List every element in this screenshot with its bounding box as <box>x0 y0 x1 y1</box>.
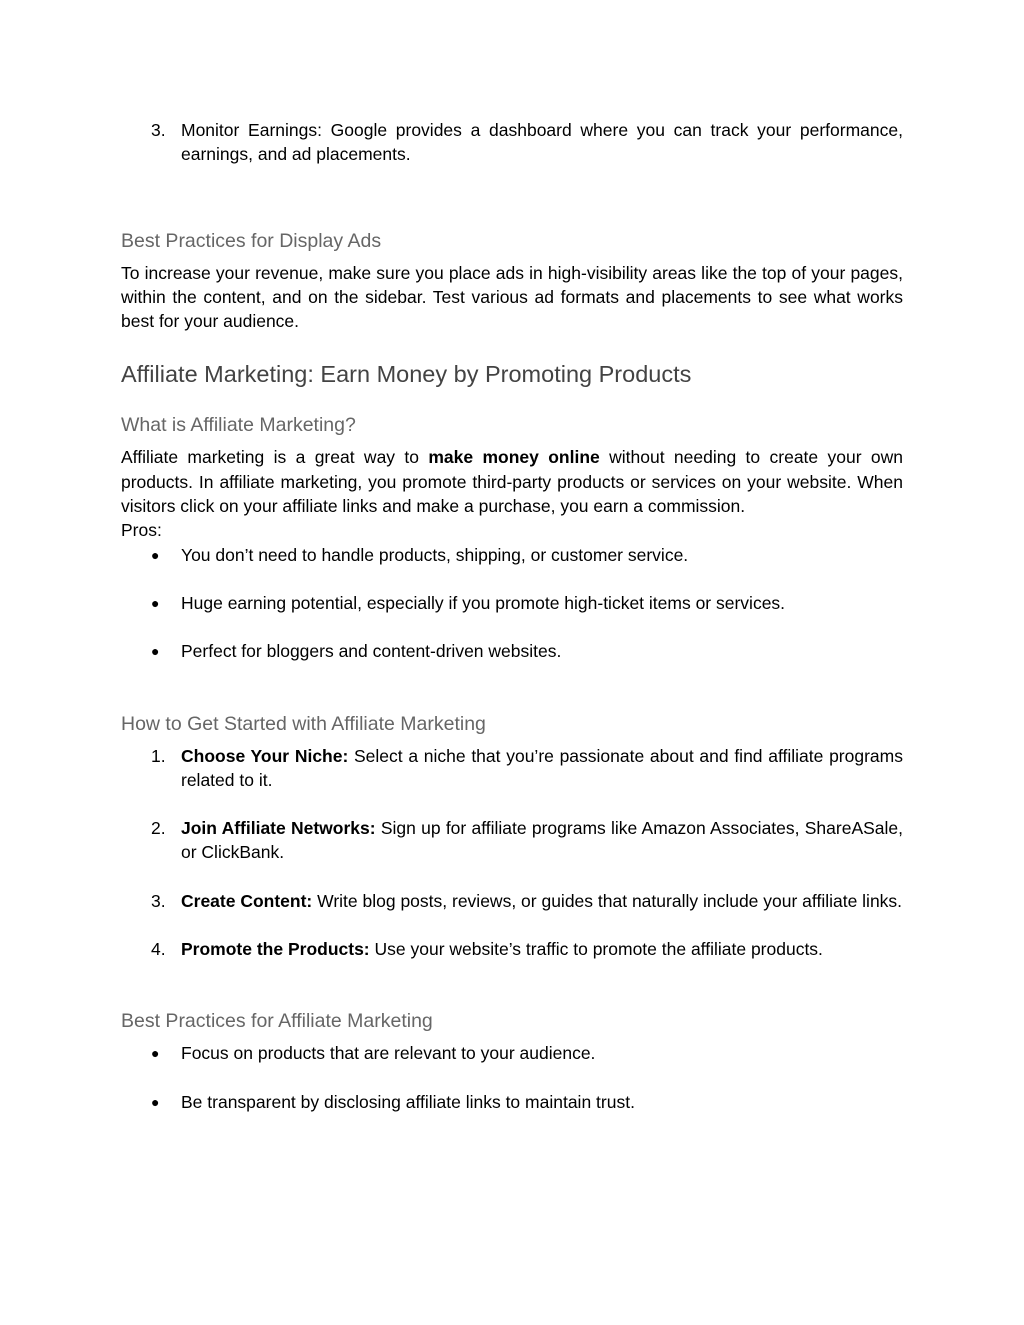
paragraph-affiliate-definition <box>121 445 903 518</box>
bullet-marker: ● <box>151 1093 160 1110</box>
list-item-step <box>121 937 903 961</box>
step-text: Use your website’s traffic to promote the affiliate products. <box>369 939 823 960</box>
list-item-pro <box>121 543 903 567</box>
list-item-best-practice <box>121 1041 903 1065</box>
list-marker: 3. <box>151 120 166 140</box>
heading-affiliate-marketing: Affiliate Marketing: Earn Money by Promoting Products <box>121 361 692 388</box>
bullet-marker: ● <box>151 546 160 563</box>
list-item-step <box>121 816 903 865</box>
heading-display-ads-best-practices: Best Practices for Display Ads <box>121 229 382 252</box>
step-text: Select a niche that you’re passionate about and find affiliate programs related to it. <box>181 745 903 790</box>
list-item-step <box>121 744 903 793</box>
bullet-marker: ● <box>151 1045 160 1062</box>
heading-what-is-affiliate: What is Affiliate Marketing? <box>121 414 356 437</box>
list-marker: 4. <box>151 939 166 960</box>
list-item-best-practice <box>121 1090 903 1114</box>
step-text: Sign up for affiliate programs like Amazon Associates, ShareASale, or ClickBank. <box>181 818 904 863</box>
list-item-text: Huge earning potential, especially if you promote high-ticket items or services. <box>181 592 786 613</box>
list-item-text: You don’t need to handle products, shipping, or customer service. <box>181 544 689 565</box>
list-marker: 3. <box>151 890 166 911</box>
pros-label: Pros: <box>121 520 162 541</box>
step-title: Promote the Products: <box>181 939 370 960</box>
list-item-monitor-earnings <box>121 118 903 167</box>
list-marker: 1. <box>151 745 166 766</box>
list-item-pro <box>121 591 903 615</box>
text-segment: Affiliate marketing is a great way to <box>121 447 429 468</box>
heading-affiliate-best-practices: Best Practices for Affiliate Marketing <box>121 1010 433 1033</box>
heading-getting-started: How to Get Started with Affiliate Marketing <box>121 712 486 735</box>
list-item-step <box>121 889 903 913</box>
list-item-text: Focus on products that are relevant to your audience. <box>181 1043 596 1064</box>
text-segment: without needing to create your own products. In affiliate marketing, you promote third-party products or services on your website. When visitors click on your affiliate links and make a purchase, you earn a commission. <box>121 447 903 517</box>
step-title: Create Content: <box>181 890 313 911</box>
list-item-text: Perfect for bloggers and content-driven websites. <box>181 641 562 662</box>
step-text: Write blog posts, reviews, or guides that naturally include your affiliate links. <box>312 890 903 911</box>
step-title: Join Affiliate Networks: <box>181 818 376 839</box>
list-item-text: Be transparent by disclosing affiliate links to maintain trust. <box>181 1091 635 1112</box>
step-title: Choose Your Niche: <box>181 745 349 766</box>
bold-phrase: make money online <box>428 447 600 468</box>
list-item-pro <box>121 639 903 663</box>
bullet-marker: ● <box>151 643 160 660</box>
document-page <box>121 118 903 1114</box>
list-marker: 2. <box>151 818 166 839</box>
list-item-text: Monitor Earnings: Google provides a dashboard where you can track your performance, earnings, and ad placements. <box>181 120 903 165</box>
paragraph-display-ads: To increase your revenue, make sure you place ads in high-visibility areas like the top of your pages, within the content, and on the sidebar. Test various ad formats and placements to see what works best for your audience. <box>121 262 903 332</box>
bullet-marker: ● <box>151 594 160 611</box>
